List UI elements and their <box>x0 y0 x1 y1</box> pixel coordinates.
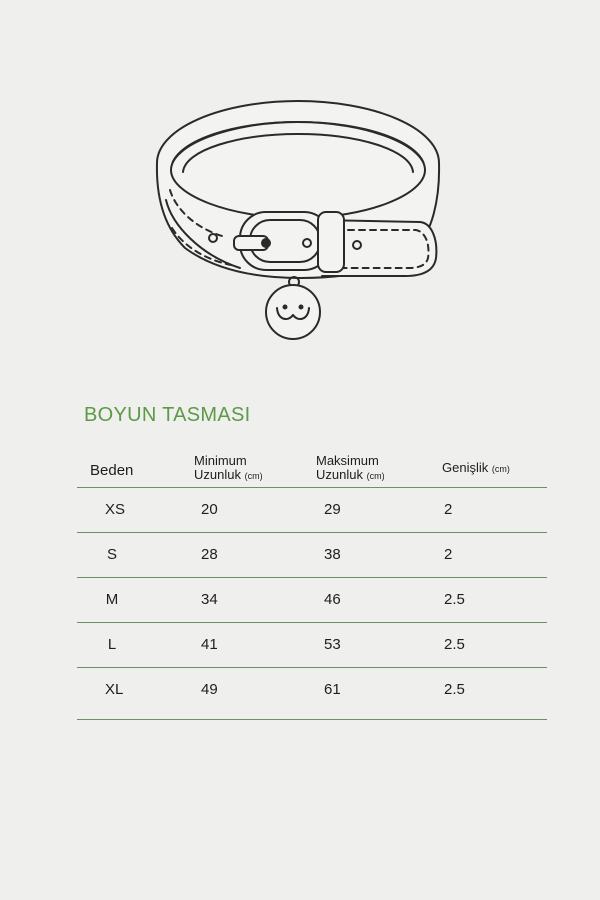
table-row <box>77 487 547 532</box>
header-width-unit: (cm) <box>491 464 510 474</box>
page-title: BOYUN TASMASI <box>84 404 251 426</box>
cell-width: 2 <box>444 546 453 563</box>
cell-max: 53 <box>324 636 341 653</box>
cell-width: 2 <box>444 501 453 518</box>
header-size: Beden <box>90 462 134 479</box>
cell-width: 2.5 <box>444 636 465 653</box>
table-row <box>77 577 547 622</box>
cell-size: XL <box>105 681 124 698</box>
cell-min: 49 <box>201 681 218 698</box>
cell-min: 41 <box>201 636 218 653</box>
cell-min: 28 <box>201 546 218 563</box>
header-min-line2: Uzunluk <box>194 467 241 482</box>
cell-width: 2.5 <box>444 681 465 698</box>
cell-size: M <box>105 591 119 608</box>
cell-max: 38 <box>324 546 341 563</box>
table-header <box>0 450 600 490</box>
cell-size: XS <box>105 501 126 518</box>
header-max-line2-wrap <box>316 468 385 483</box>
table-row <box>77 667 547 720</box>
header-min-length <box>194 454 263 483</box>
header-width-label: Genişlik <box>442 460 489 475</box>
cell-max: 46 <box>324 591 341 608</box>
size-table <box>77 487 547 720</box>
cell-min: 20 <box>201 501 218 518</box>
header-min-line1: Minimum <box>194 453 247 468</box>
cell-min: 34 <box>201 591 218 608</box>
header-min-unit: (cm) <box>244 471 263 481</box>
cell-max: 29 <box>324 501 341 518</box>
header-min-line2-wrap <box>194 468 263 483</box>
cell-max: 61 <box>324 681 341 698</box>
collar-illustration <box>0 0 600 360</box>
table-row <box>77 532 547 577</box>
table-row <box>77 622 547 667</box>
header-max-line1: Maksimum <box>316 453 379 468</box>
header-max-unit: (cm) <box>366 471 385 481</box>
header-width <box>442 461 510 476</box>
cell-size: L <box>107 636 117 653</box>
cell-width: 2.5 <box>444 591 465 608</box>
cell-size: S <box>106 546 117 563</box>
header-max-length <box>316 454 385 483</box>
header-max-line2: Uzunluk <box>316 467 363 482</box>
